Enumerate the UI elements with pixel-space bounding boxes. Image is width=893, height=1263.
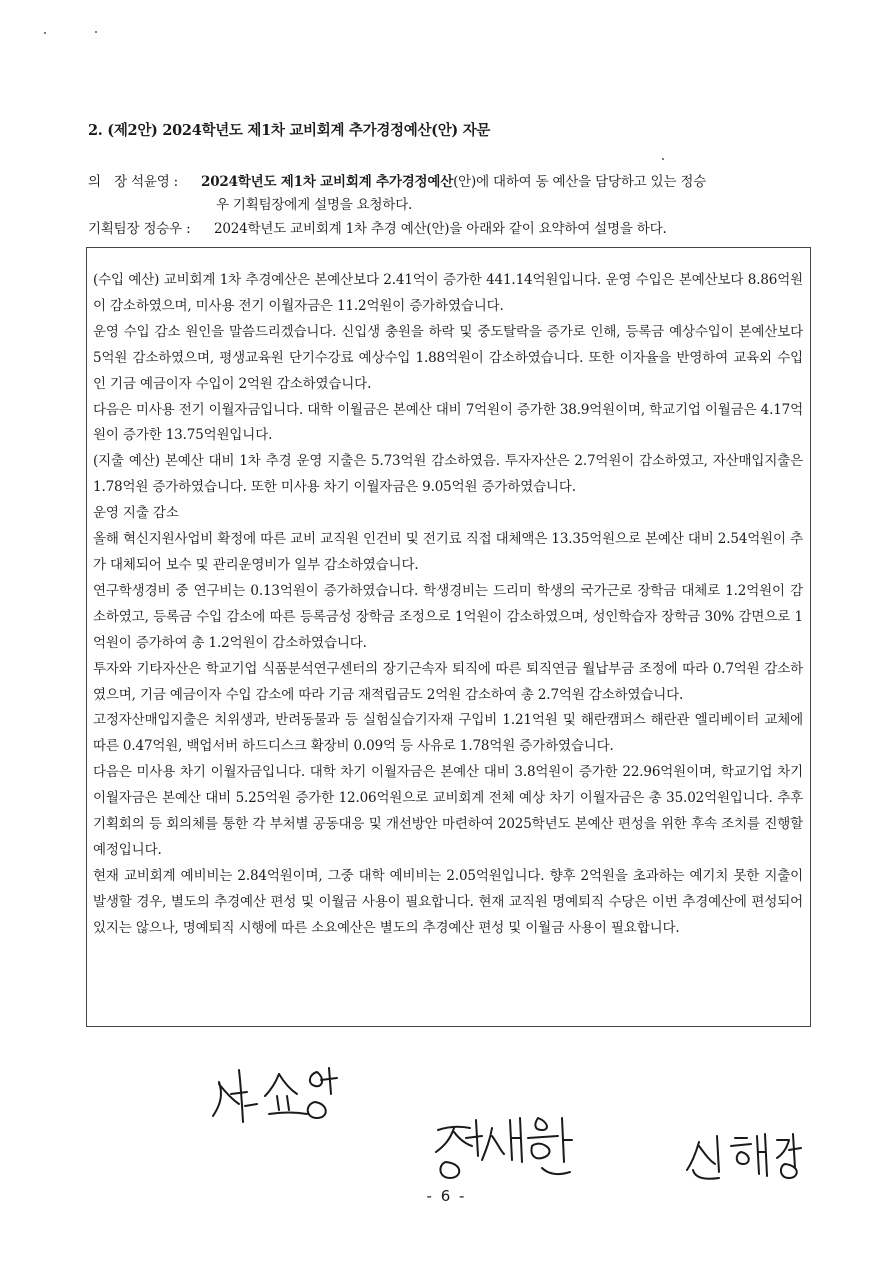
chair-label: 의 장 석윤영 : [88, 174, 179, 190]
signature-jeong-sehwan [430, 1110, 580, 1185]
scan-speck [662, 158, 664, 160]
budget-summary-box [86, 247, 811, 1027]
summary-paragraph: 운영 지출 감소 [93, 505, 179, 522]
summary-paragraph: 현재 교비회계 예비비는 2.84억원이며, 그중 대학 예비비는 2.05억원입니다. 향후 2억원을 초과하는 예기치 못한 지출이 발생할 경우, 별도의 추경예산 편성 및 이월금 사용이 필요합니다. 현재 교직원 명예퇴직 수당은 이번 추경예산에 편성되어 있지는 않으나, 명예퇴직 시행에 따른 소요예산은 별도의 추경예산 편성 및 이월금 사용이 필요합니다. [93, 867, 803, 936]
page-number: - 6 - [426, 1187, 467, 1205]
summary-paragraph: 다음은 미사용 차기 이월자금입니다. 대학 차기 이월자금은 본예산 대비 3.8억원이 증가한 22.96억원이며, 학교기업 차기 이월자금은 본예산 대비 5.25억원 증가한 12.06억원으로 교비회계 전체 예상 차기 이월자금은 총 35.02억원입니다. 추후 기획회의 등 회의체를 통한 각 부처별 공동대응 및 개선방안 마련하여 2025학년도 본예산 편성을 위한 후속 조치를 진행할 예정입니다. [93, 764, 803, 858]
planning-lead-label: 기획팀장 정승우 : [88, 221, 191, 237]
chair-statement-continued: 우 기획팀장에게 설명을 요청하다. [216, 197, 413, 213]
summary-paragraph: 올해 혁신지원사업비 확정에 따른 교비 교직원 인건비 및 전기료 직접 대체액은 13.35억원으로 본예산 대비 2.54억원이 추가 대체되어 보수 및 관리운영비가 일부 감소하였습니다. [93, 531, 803, 573]
chair-bold-text: 2024학년도 제1차 교비회계 추가경정예산 [201, 174, 454, 190]
signature-sin-haegyeong [685, 1128, 815, 1188]
budget-summary-text [93, 268, 803, 942]
summary-paragraph: 고정자산매입지출은 치위생과, 반려동물과 등 실험실습기자재 구입비 1.21억원 및 해란캠퍼스 해란관 엘리베이터 교체에 따른 0.47억원, 백업서버 하드디스크 확장비 0.09억 등 사유로 1.78억원 증가하였습니다. [93, 712, 803, 755]
summary-paragraph: 연구학생경비 중 연구비는 0.13억원이 증가하였습니다. 학생경비는 드리미 학생의 국가근로 장학금 대체로 1.2억원이 감소하였고, 등록금 수입 감소에 따른 등록금성 장학금 조정으로 1억원이 감소하였으며, 성인학습자 장학금 30% 감면으로 1억원이 증가하여 총 1.2억원이 감소하였습니다. [93, 582, 803, 651]
chair-text: (안)에 대하여 동 예산을 담당하고 있는 정승 [453, 174, 707, 190]
planning-lead-statement [88, 218, 667, 240]
section-heading: 2. (제2안) 2024학년도 제1차 교비회계 추가경정예산(안) 자문 [88, 122, 491, 139]
scan-speck [44, 32, 46, 34]
summary-paragraph: (지출 예산) 본예산 대비 1차 추경 운영 지출은 5.73억원 감소하였음. 투자자산은 2.7억원이 감소하였고, 자산매입지출은 1.78억원 증가하였습니다. 또한 미사용 차기 이월자금은 9.05억원 증가하였습니다. [93, 453, 803, 496]
scan-speck [95, 31, 97, 33]
chair-statement [88, 171, 706, 193]
summary-paragraph: 운영 수입 감소 원인을 말씀드리겠습니다. 신입생 충원을 하락 및 중도탈락을 증가로 인해, 등록금 예상수입이 본예산보다 5억원 감소하였으며, 평생교육원 단기수강료 예상수입 1.88억원이 감소하였습니다. 또한 이자율을 반영하여 교육외 수입인 기금 예금이자 수입이 2억원 감소하였습니다. [93, 323, 803, 392]
summary-paragraph: 다음은 미사용 전기 이월자금입니다. 대학 이월금은 본예산 대비 7억원이 증가한 38.9억원이며, 학교기업 이월금은 4.17억원이 증가한 13.75억원입니다. [93, 401, 803, 444]
summary-paragraph: 투자와 기타자산은 학교기업 식품분석연구센터의 장기근속자 퇴직에 따른 퇴직연금 월납부금 조정에 따라 0.7억원 감소하였으며, 기금 예금이자 수입 감소에 따라 기금 재적립금도 2억원 감소하여 총 2.7억원 감소하였습니다. [93, 660, 803, 703]
signature-seok-yunyeong [205, 1060, 345, 1130]
planning-lead-text: 2024학년도 교비회계 1차 추경 예산(안)을 아래와 같이 요약하여 설명을 하다. [214, 221, 667, 237]
summary-paragraph: (수입 예산) 교비회계 1차 추경예산은 본예산보다 2.41억이 증가한 441.14억원입니다. 운영 수입은 본예산보다 8.86억원이 감소하였으며, 미사용 전기 이월자금은 11.2억원이 증가하였습니다. [93, 272, 803, 314]
